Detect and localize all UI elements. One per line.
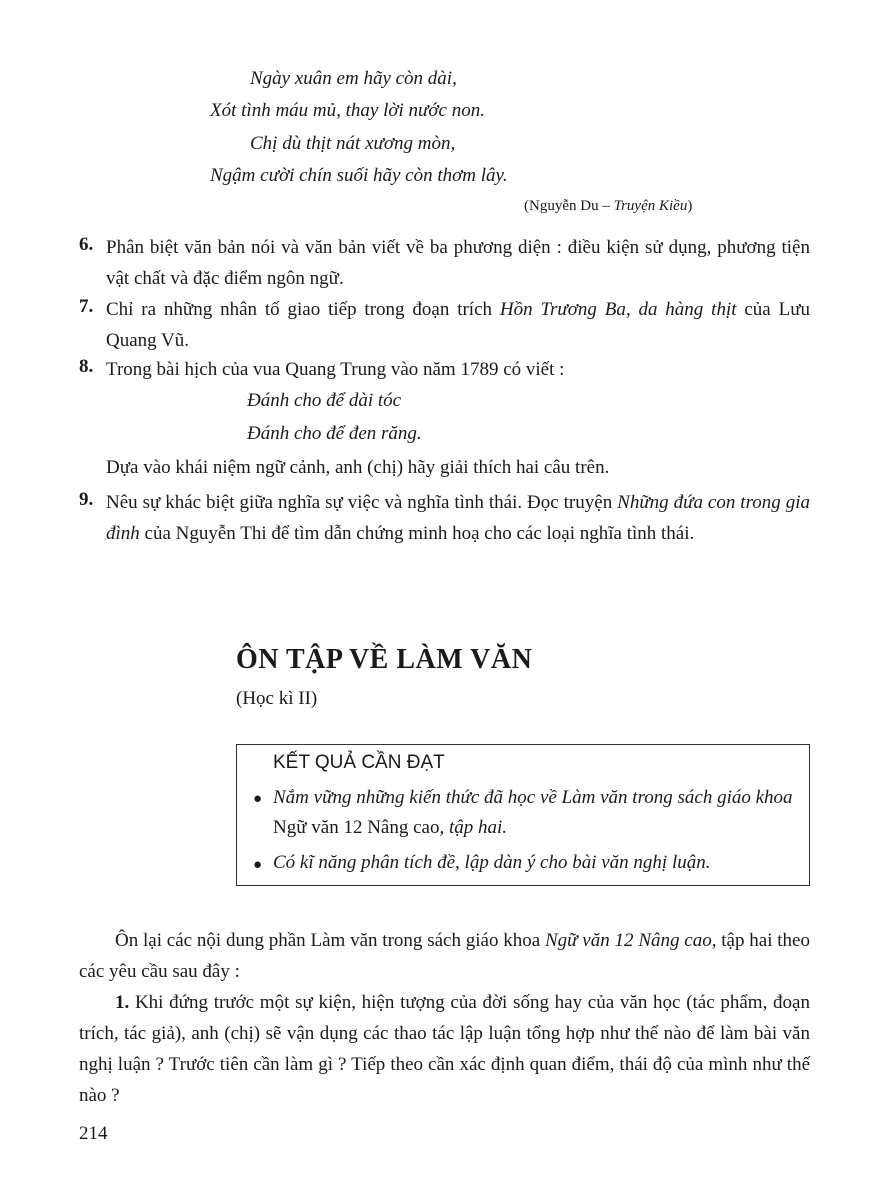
q7-text-b: của Lưu Quang Vũ. bbox=[106, 299, 810, 351]
p1-book-title: Ngữ văn 12 Nâng cao bbox=[544, 930, 712, 951]
question-8-number: 8. bbox=[79, 356, 94, 377]
source-author: (Nguyễn Du – bbox=[524, 198, 614, 214]
question-8-quote-2: Đánh cho để đen răng. bbox=[247, 423, 422, 444]
poem-line-2: Xót tình máu mủ, thay lời nước non. bbox=[210, 100, 485, 121]
source-work: Truyện Kiều bbox=[613, 198, 688, 214]
q9-work-title: Những đứa con trong gia đình bbox=[106, 492, 810, 544]
poem-source bbox=[524, 198, 692, 215]
b1-text-c: , tập hai. bbox=[439, 817, 508, 838]
poem-line-3: Chị dù thịt nát xương mòn, bbox=[250, 133, 456, 154]
bullet-icon: ● bbox=[253, 857, 263, 873]
question-8-intro: Trong bài hịch của vua Quang Trung vào năm 1789 có viết : bbox=[106, 359, 565, 380]
p1-text-a: Ôn lại các nội dung phần Làm văn trong sách giáo khoa bbox=[115, 930, 545, 951]
p1-text-b: , tập hai theo các yêu cầu sau đây : bbox=[79, 930, 810, 982]
page-number: 214 bbox=[79, 1123, 108, 1144]
question-9-text bbox=[106, 487, 810, 549]
outcome-bullet-1 bbox=[273, 783, 803, 843]
bullet-icon: ● bbox=[253, 791, 263, 807]
body-paragraph-1 bbox=[79, 925, 810, 987]
q9-text-a: Nêu sự khác biệt giữa nghĩa sự việc và nghĩa tình thái. Đọc truyện bbox=[106, 492, 618, 513]
b1-text-a: Nắm vững những kiến thức đã học về Làm văn trong sách giáo khoa bbox=[273, 787, 793, 808]
body-paragraph-2 bbox=[79, 987, 810, 1111]
section-title: ÔN TẬP VỀ LÀM VĂN bbox=[236, 644, 533, 675]
p2-text: Khi đứng trước một sự kiện, hiện tượng của đời sống hay của văn học (tác phẩm, đoạn trích, tác giả), anh (chị) sẽ vận dụng các thao tác lập luận tổng hợp như thế nào để làm bài văn nghị luận ? Trước tiên cần làm gì ? Tiếp theo cần xác định quan điểm, thái độ của mình như thế nào ? bbox=[79, 992, 810, 1106]
question-9-number: 9. bbox=[79, 489, 94, 510]
outcome-bullet-2: Có kĩ năng phân tích đề, lập dàn ý cho bài văn nghị luận. bbox=[273, 852, 711, 873]
b1-book-title: Ngữ văn 12 Nâng cao bbox=[273, 817, 440, 838]
outcome-box bbox=[236, 744, 810, 886]
poem-line-1: Ngày xuân em hãy còn dài, bbox=[250, 68, 457, 89]
source-close: ) bbox=[687, 198, 693, 214]
question-8-ask: Dựa vào khái niệm ngữ cảnh, anh (chị) hãy giải thích hai câu trên. bbox=[106, 457, 610, 478]
q9-text-b: của Nguyễn Thi để tìm dẫn chứng minh hoạ cho các loại nghĩa tình thái. bbox=[139, 523, 695, 544]
question-6-number: 6. bbox=[79, 234, 94, 255]
q7-text-a: Chỉ ra những nhân tố giao tiếp trong đoạn trích bbox=[106, 299, 500, 320]
question-7-text bbox=[106, 294, 810, 356]
section-subtitle: (Học kì II) bbox=[236, 688, 318, 709]
poem-line-4: Ngậm cười chín suối hãy còn thơm lây. bbox=[210, 165, 508, 186]
outcome-box-heading: KẾT QUẢ CẦN ĐẠT bbox=[273, 752, 445, 773]
question-6-text: Phân biệt văn bản nói và văn bản viết về ba phương diện : điều kiện sử dụng, phương tiện vật chất và đặc điểm ngôn ngữ. bbox=[106, 237, 810, 289]
question-8-quote-1: Đánh cho để dài tóc bbox=[247, 390, 402, 411]
p2-number: 1. bbox=[115, 992, 130, 1013]
question-7-number: 7. bbox=[79, 296, 94, 317]
q7-work-title: Hồn Trương Ba, da hàng thịt bbox=[499, 299, 737, 320]
